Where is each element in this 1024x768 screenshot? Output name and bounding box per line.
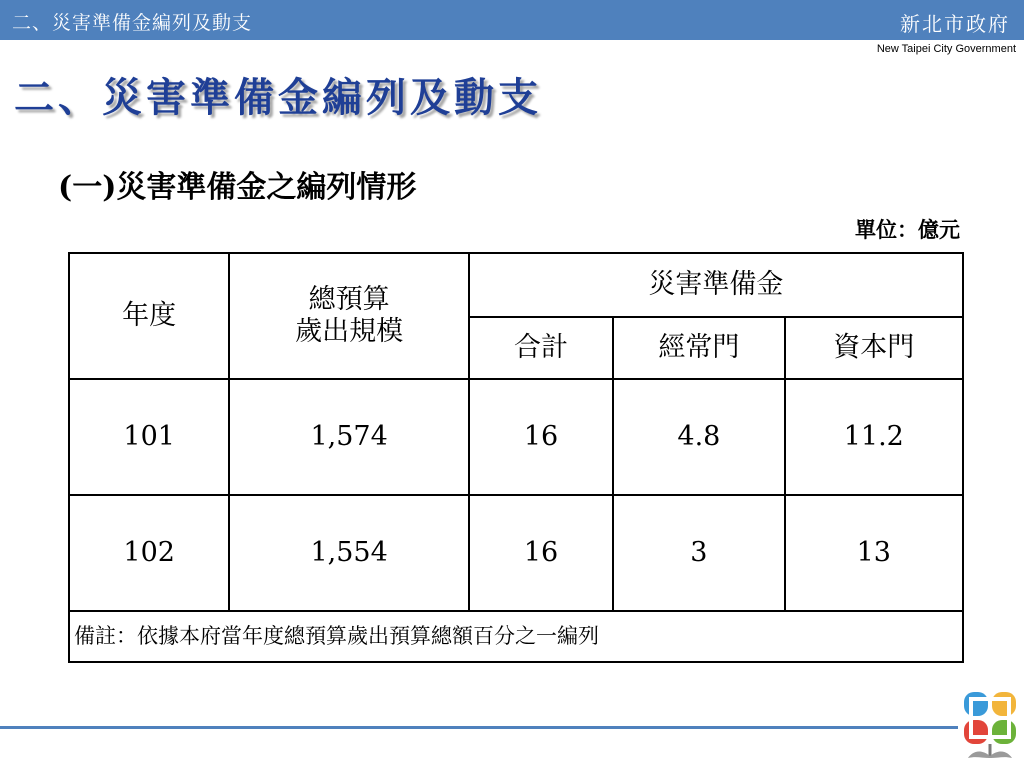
cell-sum: 16 xyxy=(469,379,613,495)
cell-current: 3 xyxy=(613,495,784,611)
new-taipei-city-logo-icon xyxy=(958,686,1022,766)
cell-total: 1,554 xyxy=(229,495,469,611)
cell-year: 102 xyxy=(69,495,229,611)
table-row xyxy=(69,495,963,611)
unit-label: 單位：億元 xyxy=(855,217,960,242)
table-header-row xyxy=(69,253,963,317)
cell-capital: 11.2 xyxy=(785,379,963,495)
footer-divider xyxy=(0,726,958,729)
table-note-row xyxy=(69,611,963,662)
header-year: 年度 xyxy=(69,253,229,379)
header-disaster-reserve: 災害準備金 xyxy=(469,253,963,317)
header-total-line2: 歲出規模 xyxy=(295,316,404,347)
header-sum: 合計 xyxy=(469,317,613,379)
page-title: 二、災害準備金編列及動支 xyxy=(14,74,542,121)
header-total-line1: 總預算 xyxy=(308,283,390,315)
header-total-budget xyxy=(229,253,469,379)
breadcrumb: 二、災害準備金編列及動支 xyxy=(12,12,253,34)
cell-year: 101 xyxy=(69,379,229,495)
org-name-english: New Taipei City Government xyxy=(876,43,1016,55)
table-note: 備註：依據本府當年度總預算歲出預算總額百分之一編列 xyxy=(69,611,963,662)
budget-table xyxy=(68,252,964,663)
header-bar xyxy=(0,0,1024,40)
section-title: (一)災害準備金之編列情形 xyxy=(58,170,417,205)
header-current: 經常門 xyxy=(613,317,784,379)
cell-sum: 16 xyxy=(469,495,613,611)
cell-current: 4.8 xyxy=(613,379,784,495)
cell-total: 1,574 xyxy=(229,379,469,495)
header-capital: 資本門 xyxy=(785,317,963,379)
org-name: 新北市政府 xyxy=(900,12,1010,36)
cell-capital: 13 xyxy=(785,495,963,611)
table-row xyxy=(69,379,963,495)
